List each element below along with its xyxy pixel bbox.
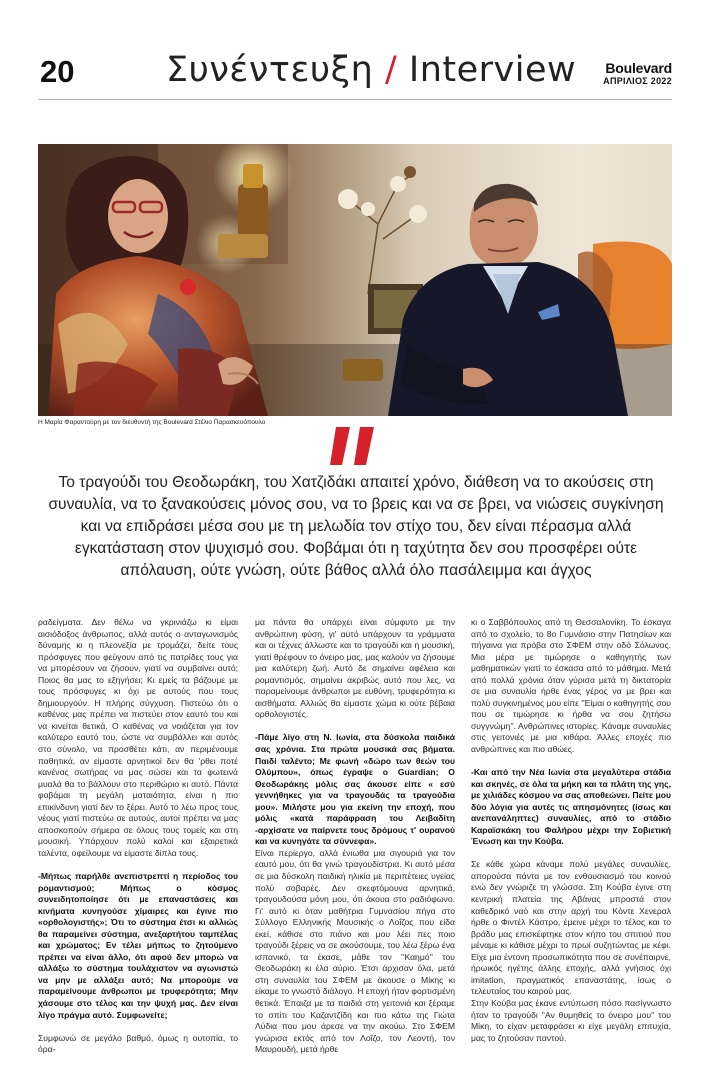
article-column-1: [38, 617, 238, 1056]
question-text: -Πάμε λίγο στη Ν. Ιωνία, στα δύσκολα παιδικά σας χρόνια. Στα πρώτα μουσικά σας βήματα. Παιδί ταλέντο; Με φωνή «δώρο των θεών του Ολύμπου», όπως έγραψε ο Guardian; Ο Θεοδωράκης μόλις σας άκουσε είπε « εσύ γεννήθηκες για να τραγουδάς τα τραγούδια μου». Μιλήστε μου για εκείνη την εποχή, που μόλις «κατά παράφραση του Λειβαδίτη -αρχίσατε να παίρνετε τους δρόμους τ' ουρανού και να κυνηγάτε τα σύννεφα».: [255, 732, 455, 847]
paragraph: κι ο Σαββόπουλος από τη Θεσσαλονίκη. Το έσκαγα από το σχολείο, το 8ο Γυμνάσιο στην Πατησίων και πήγαινα για πρόβα στο ΣΦΕΜ στην οδό Σόλωνος. Μια μέρα με τιμώρησε ο καθηγητής των μαθηματικών γιατί το έσκασα από το μάθημα. Μετά από πολλά χρόνια όταν γύρισα μετά τη δικτατορία σε μια συναυλία ήρθε ένας γέρος να με βρει και πολύ συγκινημένος μου είπε ''Είμαι ο καθηγητής σου που σε τιμώρησε κι ήρθα να σου ζητήσω συγγνώμη''. Ανθρώπινες ιστορίες. Κάναμε συναυλίες στις γειτονιές με μια κιθάρα. Άλλες εποχές πιο ανθρώπινες και πιο αθώες.: [471, 617, 671, 755]
magazine-masthead: [603, 60, 672, 86]
section-title-english: Interview: [408, 50, 577, 90]
section-title-greek: Συνέντευξη: [166, 50, 374, 90]
section-title: [166, 50, 576, 90]
page-number: 20: [40, 54, 75, 89]
paragraph: ραδείγματα. Δεν θέλω να γκρινιάζω κι είμαι αισιόδοξος άνθρωπος, αλλά αυτός ο ανταγωνισμός δύναμης κι η πλεονεξία με τρομάζει, δείτε τους πρόσφυγες που φεύγουν από τις πατρίδες τους για να μπορέσουν να ζήσουν, γιατί να συμβαίνει αυτό; Ποιος θα μας το εξηγήσει; Κι εμείς τα βάζουμε με τους πρόσφυγες κι όχι με αυτούς που τους δημιουργούν. Η πλήρης σύγχυση. Πιστεύω ότι ο καθένας μας πρέπει να πιστεύει στον εαυτό του και να κινείται θετικά. Ο καθένας να νοιάζεται για τον καλύτερο εαυτό του, ώστε να συμβάλλει και αυτός στο σύνολο, να προσθέτει κάτι, αν περιμένουμε παθητικά, αν είμαστε αρνητικοί δεν θα 'ρθει ποτέ κανένας σωτήρας να μας σώσει και τα φωτεινά μυαλά θα το βάλλουν στο περιθώριο κι αυτό. Πάντα φοβάμαι τη μεγάλη ματαιότητα, είναι η πιο επικίνδυνη γιατί δεν το ξέρει. Αυτό το λέω προς τους νέους γιατί πιστεύω σε αυτούς, αυτοί πρέπει να μας αποσκοπούν σήμερα σε όλους τους τομείς και στη μουσική. Υπάρχουν πολύ καλοί και εξαιρετικά ταλέντα, οφείλουμε να είμαστε δίπλα τους.: [38, 617, 238, 858]
paragraph: μα πάντα θα υπάρχει είναι σύμφυτο με την ανθρώπινη φύση, γι' αυτό υπάρχουν τα γράμματα και οι τέχνες άλλωστε και το τραγούδι και η μουσική, γιατί θρέφουν το όνειρο μας, μας καλούν να ζήσουμε μια καλύτερη ζωή. Αυτό δε σημαίνει αφέλεια και ρομαντισμός, σημαίνει ακριβώς αυτό που λες, να παραμείνουμε άνθρωποι με ευθύνη, τρυφερότητα κι αισθήματα. Αλλιώς θα είμαστε χώμα κι ούτε βέβαια ορθολογιστές.: [255, 617, 455, 720]
paragraph: Είναι περίεργο, αλλά ένιωθα μια σιγουριά για τον εαυτό μου, ότι θα γινώ τραγουδίστρια. Κι αυτό μέσα σε μια δύσκολη παιδική ηλικία με περιπέτειες υγείας πολύ σοβαρές. Δεν σκεφτόμουνα αρνητικά, τραγουδούσα μόνη μου, ότι άκουα στο ραδιόφωνο. Γι' αυτό κι όταν μαθήτρια Γυμνασίου πήγα στο Σύλλογο Ελληνικής Μουσικής ο Λοΐζος που είδα εκεί, κάθισε στο πιάνο και μου λέει πες ποιο τραγούδι ξέρεις να σε ακούσουμε, του λέω ξέρω ένα ισπανικό, τα έκασε, μάθε τον ''Καημό'' του Θεοδωράκη κι έλα αύριο. Έτσι άρχισαν όλα, μετά στη συναυλία του ΣΦΕΜ με άκουσε ο Μίκης κι είκαμε το γνωστό διάλογο. Η εποχή ήταν φορτισμένη θετικά. Έπαιζα με τα παιδιά στη γειτονιά και ξέραμε το σπίτι του Καζαντζίδη και πιο κάτω της Γιώτα Λύδια που μου άρεσε να την ακούω. Στο ΣΦΕΜ γνώρισα εκτός από τον Λοΐζο, τον Λεοντή, τον Μαυρουδή, μετά ήρθε: [255, 847, 455, 1055]
interview-photo: [38, 144, 672, 416]
paragraph: Συμφωνώ σε μεγάλο βαθμό, όμως η ουτοπία, το όρα-: [38, 1032, 238, 1055]
article-column-3: [471, 617, 671, 1044]
issue-date: ΑΠΡΙΛΙΟΣ 2022: [603, 76, 672, 86]
header-divider: [38, 99, 672, 100]
magazine-name: Boulevard: [605, 60, 672, 76]
paragraph: Σε κάθε χώρα κάναμε πολύ μεγάλες συναυλίες, απορούσα πάντα με τον ενθουσιασμό του κοινού ενώ δεν γνώριζε τη γλώσσα. Στη Κούβα έγινε στη κεντρική πλατεία της Αβάνας μπροστά στον καθεδρικό ναό και στην αρχή του Κόντε Χενεραλ ήρθε ο Φιντέλ Κάστρο, έμεινε μέχρι το τέλος και το βράδυ μας επισκέφτηκε στον κήπο του σπιτιού που μέναμε κι κάθισε μέχρι το πρωί συζητώντας με κέφι. Είχε μια έντονη προσωπικότητα που σε συνέπαιρνε, ήρωικός ηγέτης άλλης εποχής, αλλά γνήσιος όχι imitation, πραγματικός επαναστάτης, ίσως ο τελευταίος του καιρού μας.: [471, 859, 671, 997]
quote-mark-icon: [330, 427, 382, 467]
interview-question: [255, 732, 455, 847]
interview-question: [471, 767, 671, 848]
question-text: -Και από την Νέα Ιωνία στα μεγαλύτερα στάδια και σκηνές, σε όλα τα μήκη και τα πλάτη της γης, με χιλιάδες κόσμου να σας αποθεώνει. Πείτε μου δύο λόγια για αυτές τις απησμόνητες (ίσως και ανεπανάληπτες) συναυλίες, από το στάδιο Καραϊσκάκη του Φαλήρου μέχρι την Σοβιετική Ένωση και την Κούβα.: [471, 767, 671, 847]
interview-question: [38, 871, 238, 1021]
page-header: [38, 50, 672, 96]
article-column-2: [255, 617, 455, 1056]
photo-caption: Η Μαρία Φαραντούρη με τον διευθυντή της Boulevard Στέλιο Παρασκευόπουλο: [38, 419, 266, 426]
paragraph: Στην Κούβα μας έκανε εντύπωση πόσο πασίγνωστο ήταν το τραγούδι ''Αν θυμηθείς το όνειρο μου'' του Μίκη, το είχαν μεταφράσει κι είχε μεγάλη επιτυχία, μας το ζητούσαν παντού.: [471, 997, 671, 1043]
question-text: -Μήπως παρήλθε ανεπιστρεπτί η περίοδος του ρομαντισμού; Μήπως ο κόσμος συνειδητοποίησε ότι με επαναστάσεις και κινήματα κυνηγούσε χίμαιρες και έγινε πιο «ορθολογιστής»; Ότι το σύστημα έτσι κι αλλιώς θα παραμείνει σύστημα, ανεξαρτήτου ταμπέλας και χρώματος; Εν τέλει μήπως το ζητούμενο πρέπει να είναι άλλο, ότι αφού δεν μπορώ να αλλάξω το σύστημα τουλάχιστον να αγωνιστώ να μην με αλλάξει αυτό; Να μπορούμε να παραμείνουμε άνθρωποι με τρυφερότητα; Μην χάσουμε στο τέλος και την ψυχή μας. Δεν είναι λίγο πράγμα αυτό. Συμφωνείτε;: [38, 870, 238, 1020]
section-title-separator: /: [384, 50, 398, 90]
pull-quote: Το τραγούδι του Θεοδωράκη, του Χατζιδάκι απαιτεί χρόνο, διάθεση να το ακούσεις στη συναυλία, να το ξανακούσεις μόνος σου, να το βρεις και να σε βρει, να νιώσεις συγκίνηση και να επιδράσει μέσα σου με τη μελωδία τον στίχο του, δεν είναι πέρασμα αλλά εγκατάσταση στον ψυχισμό σου. Φοβάμαι ότι η ταχύτητα δεν σου προσφέρει ούτε απόλαυση, ούτε γνώση, ούτε βάθος αλλά όλο πασάλειμμα και άγχος: [48, 474, 664, 579]
